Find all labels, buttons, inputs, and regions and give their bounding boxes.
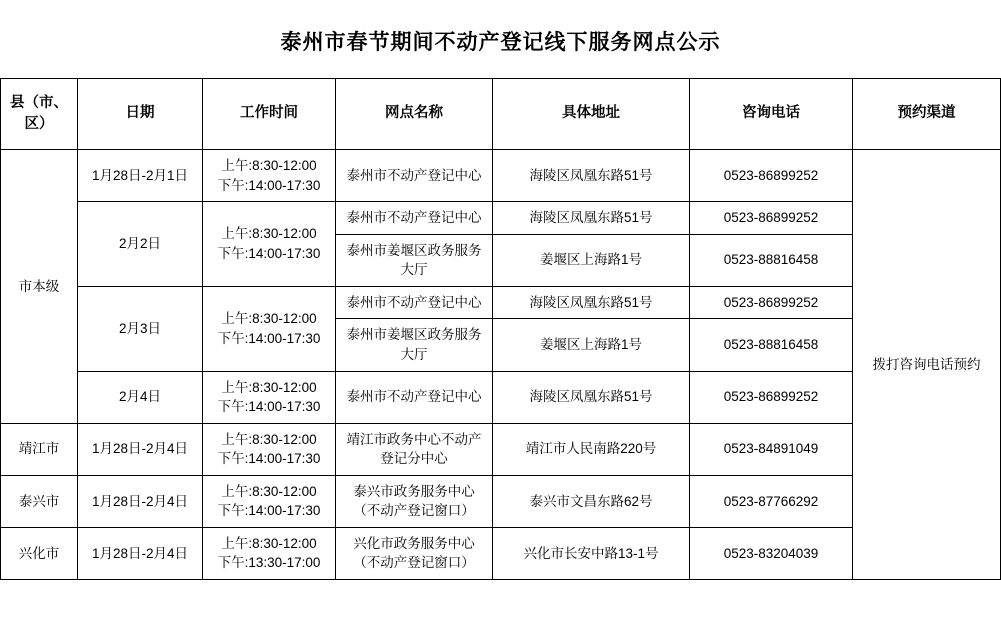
table-row (1, 202, 1001, 235)
address-cell: 海陵区凤凰东路51号 (493, 150, 690, 202)
table-header-row (1, 79, 1001, 150)
date-cell: 2月4日 (78, 371, 203, 423)
region-cell-taixing: 泰兴市 (1, 475, 78, 527)
hours-cell (203, 150, 336, 202)
address-cell: 海陵区凤凰东路51号 (493, 371, 690, 423)
region-cell-xinghua: 兴化市 (1, 527, 78, 579)
column-header-channel: 预约渠道 (853, 79, 1001, 150)
hours-pm: 下午:14:00-17:30 (217, 330, 321, 346)
date-cell: 2月2日 (78, 202, 203, 287)
region-cell-shibenji: 市本级 (1, 150, 78, 424)
hours-cell (203, 475, 336, 527)
site-cell: 泰州市不动产登记中心 (336, 202, 493, 235)
hours-am: 上午:8:30-12:00 (221, 483, 317, 499)
hours-am: 上午:8:30-12:00 (221, 431, 317, 447)
table-row (1, 423, 1001, 475)
address-cell: 姜堰区上海路1号 (493, 319, 690, 371)
table-row (1, 371, 1001, 423)
table-header (1, 79, 1001, 150)
date-cell: 1月28日-2月4日 (78, 423, 203, 475)
address-cell: 兴化市长安中路13-1号 (493, 527, 690, 579)
phone-cell: 0523-84891049 (690, 423, 853, 475)
hours-am: 上午:8:30-12:00 (221, 158, 317, 173)
date-cell: 1月28日-2月4日 (78, 527, 203, 579)
column-header-date: 日期 (78, 79, 203, 150)
column-header-region: 县（市、区） (1, 79, 78, 150)
date-cell: 1月28日-2月1日 (78, 150, 203, 202)
address-cell: 海陵区凤凰东路51号 (493, 202, 690, 235)
hours-pm: 下午:14:00-17:30 (217, 503, 321, 519)
site-cell: 靖江市政务中心不动产登记分中心 (336, 423, 493, 475)
table-row (1, 150, 1001, 202)
phone-cell: 0523-88816458 (690, 319, 853, 371)
hours-pm: 下午:13:30-17:00 (217, 555, 321, 571)
date-cell: 1月28日-2月4日 (78, 475, 203, 527)
hours-cell (203, 202, 336, 287)
site-cell: 泰州市姜堰区政务服务大厅 (336, 234, 493, 286)
page-title: 泰州市春节期间不动产登记线下服务网点公示 (280, 31, 721, 54)
address-cell: 姜堰区上海路1号 (493, 234, 690, 286)
hours-pm: 下午:14:00-17:30 (217, 245, 321, 261)
hours-cell (203, 371, 336, 423)
site-cell: 泰兴市政务服务中心（不动产登记窗口） (336, 475, 493, 527)
hours-am: 上午:8:30-12:00 (221, 535, 317, 551)
hours-pm: 下午:14:00-17:30 (217, 399, 321, 415)
hours-pm: 下午:14:00-17:30 (217, 177, 321, 193)
address-cell: 靖江市人民南路220号 (493, 423, 690, 475)
site-cell: 兴化市政务服务中心（不动产登记窗口） (336, 527, 493, 579)
phone-cell: 0523-88816458 (690, 234, 853, 286)
phone-cell: 0523-86899252 (690, 202, 853, 235)
column-header-hours: 工作时间 (203, 79, 336, 150)
phone-cell: 0523-83204039 (690, 527, 853, 579)
hours-pm: 下午:14:00-17:30 (217, 451, 321, 467)
phone-cell: 0523-86899252 (690, 150, 853, 202)
column-header-site: 网点名称 (336, 79, 493, 150)
site-cell: 泰州市不动产登记中心 (336, 371, 493, 423)
site-cell: 泰州市不动产登记中心 (336, 150, 493, 202)
table-row (1, 527, 1001, 579)
hours-am: 上午:8:30-12:00 (221, 379, 317, 395)
address-cell: 海陵区凤凰东路51号 (493, 286, 690, 319)
phone-cell: 0523-87766292 (690, 475, 853, 527)
hours-am: 上午:8:30-12:00 (221, 311, 317, 327)
column-header-address: 具体地址 (493, 79, 690, 150)
hours-cell (203, 423, 336, 475)
date-cell: 2月3日 (78, 286, 203, 371)
column-header-phone: 咨询电话 (690, 79, 853, 150)
phone-cell: 0523-86899252 (690, 371, 853, 423)
hours-cell (203, 286, 336, 371)
address-cell: 泰兴市文昌东路62号 (493, 475, 690, 527)
service-sites-table (0, 78, 1001, 580)
table-row (1, 475, 1001, 527)
site-cell: 泰州市姜堰区政务服务大厅 (336, 319, 493, 371)
region-cell-jingjiang: 靖江市 (1, 423, 78, 475)
table-row (1, 286, 1001, 319)
phone-cell: 0523-86899252 (690, 286, 853, 319)
channel-cell: 拨打咨询电话预约 (853, 150, 1001, 580)
site-cell: 泰州市不动产登记中心 (336, 286, 493, 319)
hours-am: 上午:8:30-12:00 (221, 226, 317, 242)
hours-cell (203, 527, 336, 579)
table-body (1, 150, 1001, 580)
